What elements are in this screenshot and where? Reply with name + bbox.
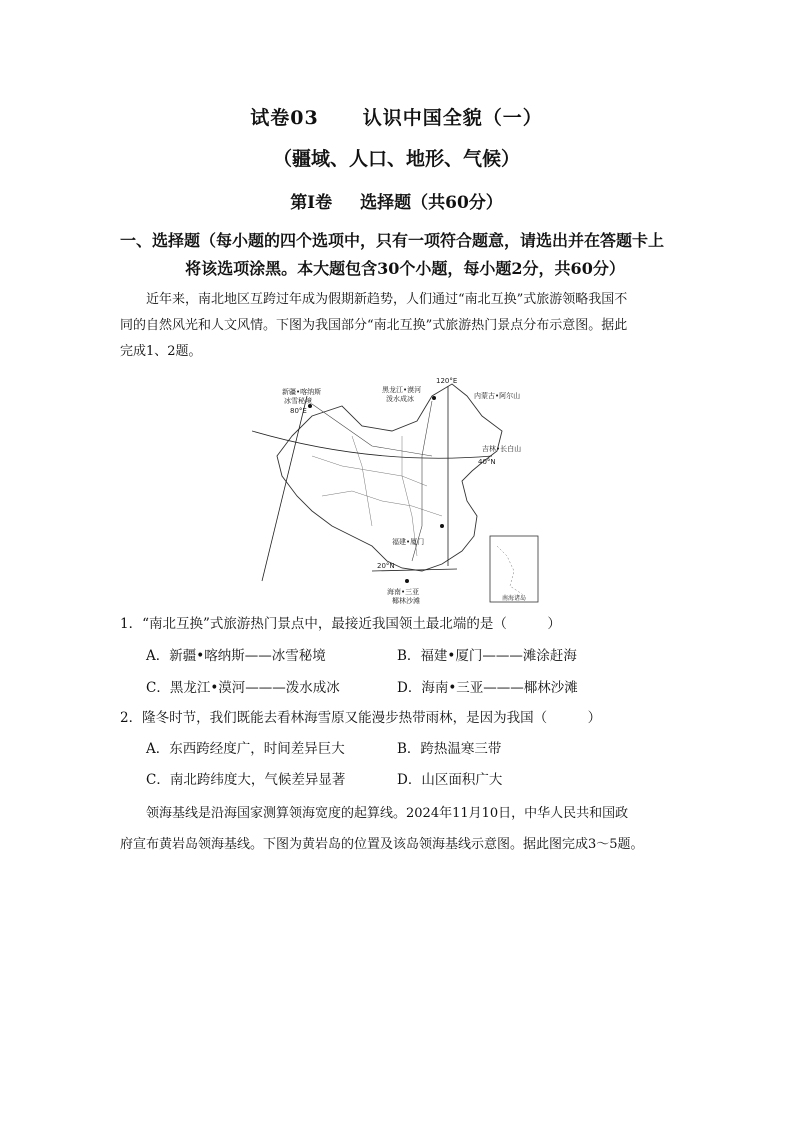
intro2-line2: 府宣布黄岩岛领海基线。下图为黄岩岛的位置及该岛领海基线示意图。据此图完成3～5题。	[120, 837, 644, 852]
question-1-option-b[interactable]: B．福建•厦门———滩涂赶海	[397, 648, 577, 664]
map-label-lat40: 40°N	[478, 458, 496, 466]
map-label-lon80: 80°E	[290, 407, 307, 415]
volume-label: 第Ⅰ卷	[290, 193, 333, 213]
map-label-south-sea: 南海诸岛	[502, 595, 527, 602]
intro-paragraph	[120, 287, 680, 365]
map-label-heilongjiang: 黑龙江•漠河	[382, 386, 422, 394]
question-2-option-a[interactable]: A．东西跨经度广，时间差异巨大	[146, 741, 345, 757]
intro2-paragraph	[120, 798, 680, 860]
intro-line2: 同的自然风光和人文风情。下图为我国部分“南北互换”式旅游热门景点分布示意图。据此	[120, 318, 628, 333]
map-label-jilin: 吉林•长白山	[482, 445, 522, 453]
section-line1: 一、选择题（每小题的四个选项中，只有一项符合题意，请选出并在答题卡上	[120, 231, 665, 250]
point-hainan	[405, 579, 409, 583]
map-label-xinjiang-sub: 冰雪秘境	[284, 397, 312, 405]
map-label-fujian: 福建•厦门	[392, 538, 425, 546]
question-2-option-b[interactable]: B．跨热温寒三带	[397, 741, 502, 757]
question-1-option-c[interactable]: C．黑龙江•漠河———泼水成冰	[146, 680, 340, 696]
question-1-option-d[interactable]: D．海南•三亚———椰林沙滩	[397, 680, 578, 696]
china-tourism-map	[252, 376, 544, 606]
question-1-stem: 1．“南北互换”式旅游热门景点中，最接近我国领土最北端的是（ ）	[120, 616, 561, 632]
map-label-neimeng: 内蒙古•阿尔山	[474, 392, 521, 400]
question-2-option-c[interactable]: C．南北跨纬度大，气候差异显著	[146, 772, 346, 788]
exam-title-number: 试卷03	[250, 107, 319, 129]
section-line2: 将该选项涂黑。本大题包含30个小题，每小题2分，共60分）	[185, 259, 625, 278]
intro-line3: 完成1、2题。	[120, 344, 202, 359]
section-instructions	[120, 227, 690, 283]
question-1-option-a[interactable]: A．新疆•喀纳斯——冰雪秘境	[146, 648, 326, 664]
volume-type: 选择题（共60分）	[360, 193, 503, 213]
exam-subtitle: （疆域、人口、地形、气候）	[272, 148, 520, 170]
volume-heading	[0, 188, 793, 213]
point-fujian	[440, 524, 444, 528]
question-2-stem: 2．隆冬时节，我们既能去看林海雪原又能漫步热带雨林，是因为我国（ ）	[120, 710, 602, 726]
intro-line1: 近年来，南北地区互跨过年成为假期新趋势，人们通过“南北互换”式旅游领略我国不	[146, 292, 628, 307]
exam-title	[0, 103, 793, 130]
map-label-heilongjiang-sub: 泼水成冰	[386, 395, 414, 403]
map-label-hainan-sub: 椰林沙滩	[392, 597, 420, 605]
map-label-hainan: 海南•三亚	[387, 588, 420, 596]
point-heilongjiang	[432, 396, 436, 400]
question-2-option-d[interactable]: D．山区面积广大	[397, 772, 503, 788]
map-label-lon120: 120°E	[436, 377, 458, 385]
map-label-lat20: 20°N	[377, 562, 395, 570]
intro2-line1: 领海基线是沿海国家测算领海宽度的起算线。2024年11月10日，中华人民共和国政	[146, 806, 629, 821]
map-label-xinjiang: 新疆•喀纳斯	[282, 388, 322, 396]
exam-title-topic: 认识中国全貌（一）	[362, 107, 543, 129]
